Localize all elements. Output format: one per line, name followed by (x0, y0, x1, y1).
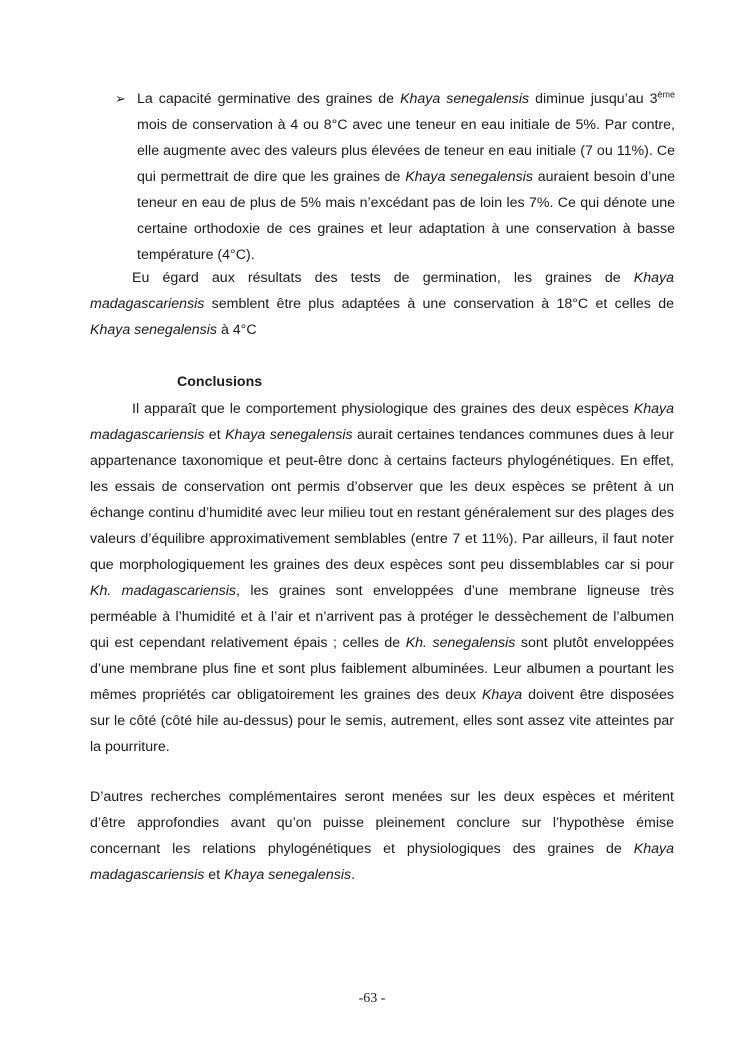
species-name: Kh. madagascariensis (90, 583, 237, 599)
paragraph-further-research: D’autres recherches complémentaires seront menées sur les deux espèces et méritent d’être approfondies avant qu’on puisse pleinement conclure sur l’hypothèse émise concernant les relations phylogénétiques et physiologiques des graines de Khaya madagascariensis et Khaya senegalensis. (90, 789, 674, 883)
species-name: Khaya senegalensis (90, 322, 217, 338)
species-name: Khaya madagascariensis (90, 270, 674, 312)
section-heading: Conclusions (177, 374, 263, 390)
page-number: -63 - (358, 991, 386, 1006)
species-name: Kh. senegalensis (405, 635, 516, 651)
paragraph-germination: Eu égard aux résultats des tests de germination, les graines de Khaya madagascariensis semblent être plus adaptées à une conservation à 18°C et celles de Khaya senegalensis à 4°C (90, 270, 674, 338)
species-name: Khaya (481, 687, 523, 703)
species-name: Khaya madagascariensis (90, 401, 674, 443)
species-name: Khaya senegalensis (224, 867, 352, 883)
paragraph-conclusions: Il apparaît que le comportement physiologique des graines des deux espèces Khaya madagascariensis et Khaya senegalensis aurait certaines tendances communes dues à leur appartenance taxonomique et peut-être donc à certains facteurs phylogénétiques. En effet, les essais de conservation ont permis d’observer que les deux espèces se prêtent à un échange continu d’humidité avec leur milieu tout en restant généralement sur des plages des valeurs d’équilibre approximativement semblables (entre 7 et 11%). Par ailleurs, il faut noter que morphologiquement les graines des deux espèces sont peu dissemblables car si pour Kh. madagascariensis, les graines sont enveloppées d’une membrane ligneuse très perméable à l’humidité et à l’air et n’arrivent pas à protéger le dessèchement de l’albumen qui est cependant relativement épais ; celles de Kh. senegalensis sont plutôt enveloppées d’une membrane plus fine et sont plus faiblement albuminées. Leur albumen a pourtant les mêmes propriétés car obligatoirement les graines des deux Khaya doivent être disposées sur le côté (côté hile au-dessus) pour le semis, autrement, elles sont assez vite atteintes par la pourriture. (90, 401, 675, 755)
species-name: Khaya senegalensis (225, 427, 353, 443)
superscript: ème (657, 89, 676, 100)
species-name: Khaya madagascariensis (90, 841, 674, 883)
bullet-arrow-icon: ➢ (115, 91, 126, 106)
bullet-text: La capacité germinative des graines de Khaya senegalensis diminue jusqu’au 3ème mois de conservation à 4 ou 8°C avec une teneur en eau initiale de 5%. Par contre, elle augmente avec des valeurs plus élevées de teneur en eau initiale (7 ou 11%). Ce qui permettrait de dire que les graines de Khaya senegalensis auraient besoin d’une teneur en eau de plus de 5% mais n’excédant pas de loin les 7%. Ce qui dénote une certaine orthodoxie de ces graines et leur adaptation à une conservation à basse température (4°C). (137, 89, 676, 263)
species-name: Khaya senegalensis (400, 91, 530, 107)
species-name: Khaya senegalensis (405, 169, 533, 185)
